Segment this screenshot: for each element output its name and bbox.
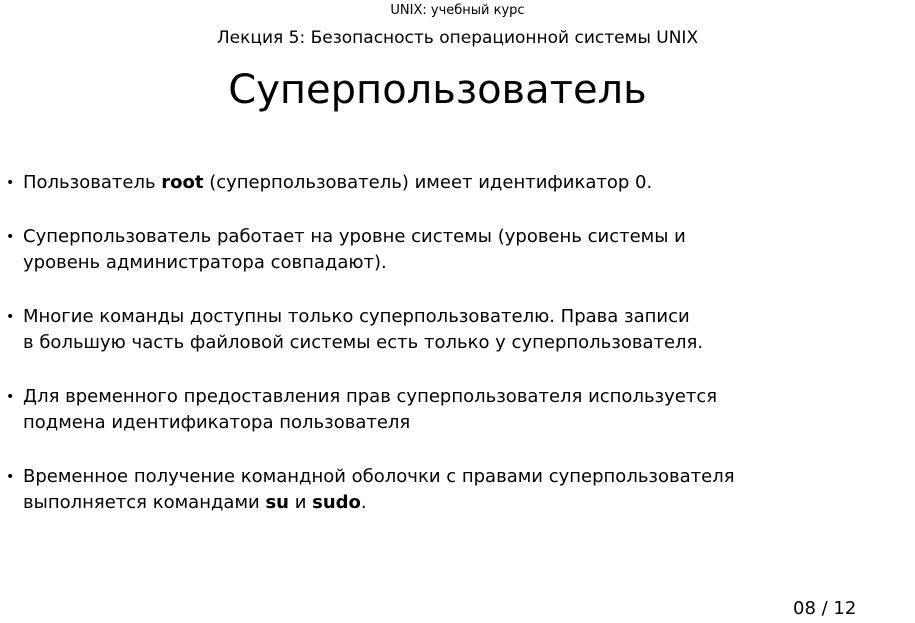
bullet-icon: • — [6, 175, 15, 191]
bullet-item-commands — [6, 304, 911, 356]
bullet-icon: • — [6, 309, 15, 325]
page-number: 08 / 12 — [793, 598, 857, 619]
bullet-item-system-level — [6, 224, 911, 276]
bullet-line: Многие команды доступны только суперпользователю. Права записи — [23, 306, 690, 327]
bullet-list — [6, 170, 911, 544]
bullet-line: подмена идентификатора пользователя — [23, 412, 411, 433]
course-title: UNIX: учебный курс — [390, 3, 525, 18]
bullet-line — [23, 170, 911, 196]
bullet-text: . — [360, 492, 367, 513]
bullet-item-id-substitution — [6, 384, 911, 436]
bullet-text: и — [288, 492, 313, 513]
bullet-line: Суперпользователь работает на уровне системы (уровень системы и — [23, 226, 686, 247]
bullet-text: (суперпользователь) имеет идентификатор 0. — [203, 172, 653, 193]
bullet-bold-text: root — [161, 172, 204, 193]
command-su: su — [265, 492, 289, 513]
bullet-icon: • — [6, 469, 15, 485]
bullet-item-su-sudo — [6, 464, 911, 516]
bullet-icon: • — [6, 389, 15, 405]
bullet-text: выполняется командами — [23, 492, 266, 513]
bullet-line — [23, 490, 911, 516]
bullet-line: уровень администратора совпадают). — [23, 252, 387, 273]
slide-title: Суперпользователь — [228, 67, 647, 113]
lecture-title: Лекция 5: Безопасность операционной системы UNIX — [216, 28, 699, 48]
command-sudo: sudo — [312, 492, 361, 513]
bullet-item-root-id — [6, 170, 911, 196]
bullet-line: в большую часть файловой системы есть только у суперпользователя. — [23, 332, 704, 353]
bullet-line: Для временного предоставления прав суперпользователя используется — [23, 386, 718, 407]
bullet-icon: • — [6, 229, 15, 245]
bullet-line: Временное получение командной оболочки с правами суперпользователя — [23, 466, 735, 487]
bullet-text: Пользователь — [23, 172, 162, 193]
